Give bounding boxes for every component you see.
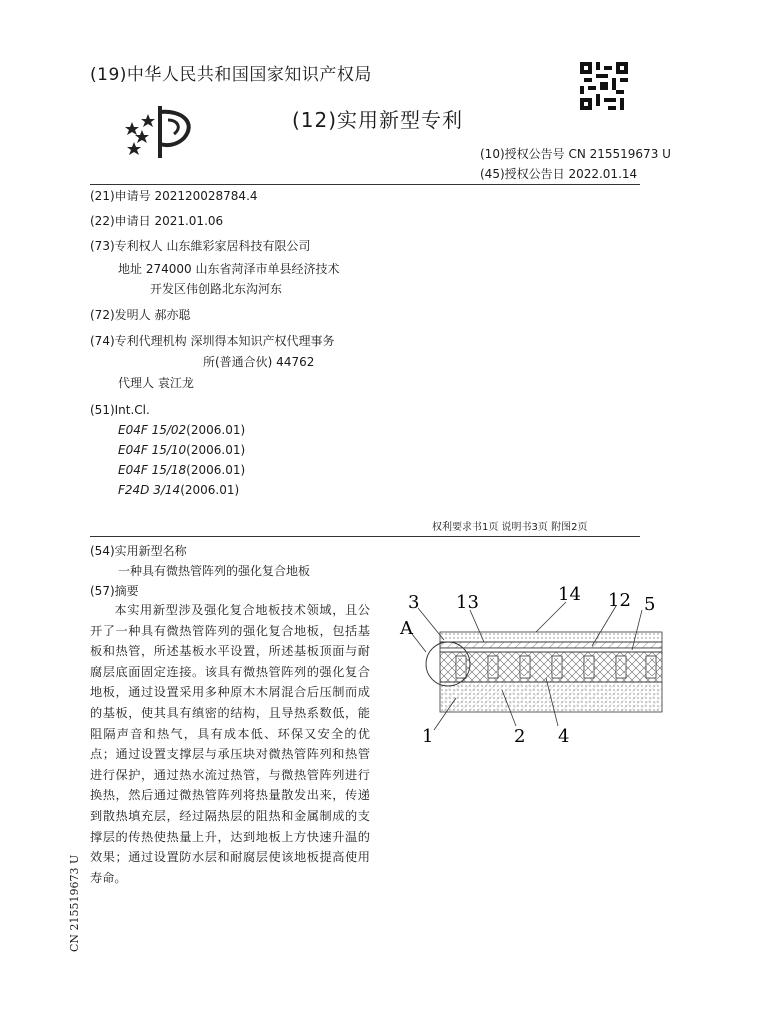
ipc-version: (2006.01) bbox=[186, 463, 246, 477]
cross-section-figure bbox=[396, 580, 676, 754]
label-2: 2 bbox=[514, 726, 526, 747]
publication-date: (45)授权公告日 2022.01.14 bbox=[480, 167, 638, 181]
agency-line-1: (74)专利代理机构 深圳得本知识产权代理事务 bbox=[90, 334, 335, 348]
abstract-text: 本实用新型涉及强化复合地板技术领域，且公开了一种具有微热管阵列的强化复合地板，包括基板和热管，所述基板水平设置，所述基板顶面与耐腐层底面固定连接。该具有微热管阵列的强化复合地板，通过设置采用多种原木木屑混合后压制而成的基板，使其具有缜密的结构，且导热系数低，能阻隔声音和热气，具有成本低、环保又安全的优点；通过设置支撑层与承压块对微热管阵列和热管进行保护，通过热水流过热管，与微热管阵列进行换热，然后通过微热管阵列将热量散发出来，传递到散热填充层，经过隔热层的阻热和金属制成的支撑层的传热使热量上升，达到地板上方快速升温的效果；通过设置防水层和耐腐层使该地板提高使用寿命。 bbox=[90, 603, 370, 885]
document-type: (12)实用新型专利 bbox=[292, 108, 464, 132]
ipc-entry bbox=[118, 480, 239, 500]
header-divider bbox=[90, 184, 640, 185]
label-14: 14 bbox=[558, 584, 581, 605]
address-line-2: 开发区伟创路北东沟河东 bbox=[150, 282, 283, 296]
section-divider bbox=[90, 536, 640, 537]
ipc-entry bbox=[118, 440, 245, 460]
ipc-version: (2006.01) bbox=[180, 483, 240, 497]
agent: 代理人 袁江龙 bbox=[118, 376, 194, 390]
address-line-1: 地址 274000 山东省菏泽市单县经济技术 bbox=[118, 262, 340, 276]
label-4: 4 bbox=[558, 726, 570, 747]
label-a: A bbox=[400, 618, 413, 639]
patentee: (73)专利权人 山东維彩家居科技有限公司 bbox=[90, 239, 311, 253]
int-cl-label: (51)Int.Cl. bbox=[90, 403, 150, 417]
ipc-code: E04F 15/02 bbox=[118, 423, 187, 437]
label-3: 3 bbox=[408, 592, 420, 613]
application-date: (22)申请日 2021.01.06 bbox=[90, 214, 224, 228]
utility-model-title: 一种具有微热管阵列的强化复合地板 bbox=[118, 564, 311, 578]
label-1: 1 bbox=[422, 726, 434, 747]
qr-code bbox=[580, 62, 628, 110]
ipc-code: E04F 15/10 bbox=[118, 443, 187, 457]
publication-info bbox=[480, 144, 671, 184]
page-count-info: 权利要求书1页 说明书3页 附图2页 bbox=[432, 522, 588, 533]
ipc-code: E04F 15/18 bbox=[118, 463, 187, 477]
publication-number: (10)授权公告号 CN 215519673 U bbox=[480, 147, 671, 161]
inventor: (72)发明人 郝亦聪 bbox=[90, 308, 191, 322]
side-publication-number: CN 215519673 U bbox=[68, 854, 81, 952]
label-12: 12 bbox=[608, 590, 631, 611]
agency-line-2: 所(普通合伙) 44762 bbox=[203, 355, 315, 369]
application-number: (21)申请号 202120028784.4 bbox=[90, 189, 258, 203]
ipc-version: (2006.01) bbox=[186, 423, 246, 437]
ipc-code: F24D 3/14 bbox=[118, 483, 181, 497]
office-name: (19)中华人民共和国国家知识产权局 bbox=[90, 65, 372, 85]
ipc-entry bbox=[118, 460, 245, 480]
abstract-label: (57)摘要 bbox=[90, 584, 139, 598]
title-label: (54)实用新型名称 bbox=[90, 544, 187, 558]
ipc-entry bbox=[118, 420, 245, 440]
ipc-version: (2006.01) bbox=[186, 443, 246, 457]
label-5: 5 bbox=[644, 594, 656, 615]
label-13: 13 bbox=[456, 592, 479, 613]
cnipa-logo bbox=[122, 100, 202, 162]
